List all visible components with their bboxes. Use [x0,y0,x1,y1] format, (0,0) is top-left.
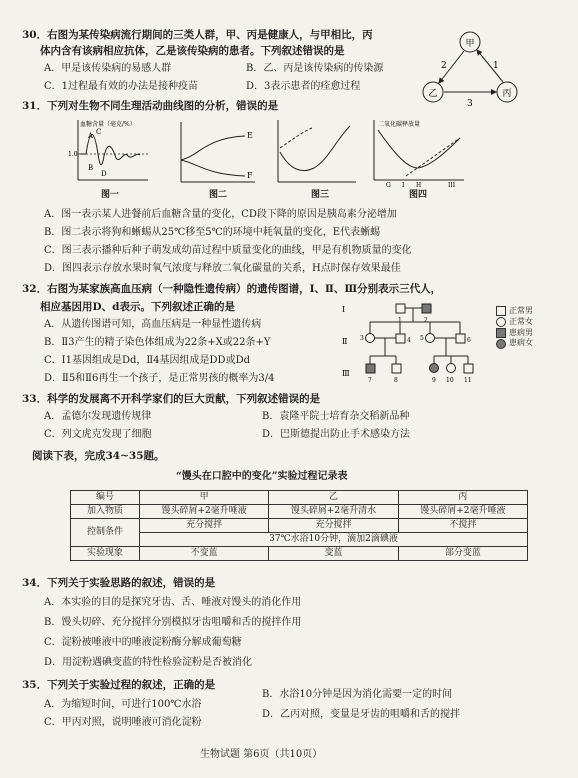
q31-option-a: A．图一表示某人进餐前后血糖含量的变化，CD段下降的原因是胰岛素分泌增加 [44,209,397,220]
legend-normal-female-swatch [496,317,506,327]
legend-normal-male [496,306,533,317]
fig4-label-i: I [402,182,405,188]
q33-option-d: D．巴斯德提出防止手术感染方法 [262,429,411,440]
q35-option-d: D．乙丙对照，变量是牙齿的咀嚼和舌的搅拌 [262,709,461,720]
ped-num-6: 6 [467,337,471,344]
q32-legend [496,306,533,349]
legend-normal-male-swatch [496,306,506,316]
q34-option-d: D．用淀粉遇碘变蓝的特性检验淀粉是否被消化 [44,657,253,668]
q31-figure-3 [272,118,360,188]
q30-option-d: D．3表示患者的痊愈过程 [246,81,361,92]
header-bing: 丙 [398,491,527,505]
q32-option-b: B．Ⅱ3产生的精子染色体组成为22条+X或22条+Y [44,337,271,348]
fig2-label-f: F [247,171,253,180]
q31-option-c: C．图三表示播种后种子萌发成幼苗过程中质量变化的曲线，甲是有机物质量的变化 [44,245,412,256]
q31-figure-2-caption: 图二 [208,190,227,200]
legend-affected-male-label: 患病男 [509,327,533,337]
fig1-point-b: B [88,164,94,172]
q31-figure-3-caption: 图三 [310,190,329,200]
legend-normal-female [496,317,533,328]
header-id: 编号 [71,491,140,505]
q31-option-b: B．图二表示将狗和蜥蜴从25℃移至5℃的环境中耗氧量的变化，E代表蜥蜴 [44,227,381,238]
q34-stem: 34．下列关于实验思路的叙述，错误的是 [22,577,216,589]
legend-affected-female [496,338,533,349]
q30-option-a: A．甲是该传染病的易感人群 [44,63,172,74]
row-ctrl-yi: 充分搅拌 [269,519,398,533]
legend-affected-male [496,328,533,339]
node-yi: 乙 [428,89,438,99]
row-add-jia: 馒头碎屑+2毫升唾液 [140,505,269,519]
q31-figure-4 [368,116,468,188]
q31-figure-1-caption: 图一 [100,190,119,200]
q35-option-a: A．为缩短时间，可进行100℃水浴 [44,699,202,710]
q31-stem: 31．下列对生物不同生理活动曲线图的分析，错误的是 [22,100,279,112]
table-row-control-2 [71,533,528,547]
legend-affected-female-swatch [496,339,506,349]
row-add-yi: 馒头碎屑+2毫升清水 [269,505,398,519]
q32-line1: 32．右图为某家族高血压病（一种隐性遗传病）的遗传图谱，Ⅰ、Ⅱ、Ⅲ分别表示三代人， [22,283,442,295]
q32-option-a: A．从遗传图谱可知，高血压病是一种显性遗传病 [44,319,262,330]
ped-num-2: 2 [424,317,428,324]
arrow-label-3: 3 [467,99,473,108]
legend-normal-female-label: 正常女 [509,316,533,326]
ped-num-1: 1 [398,317,402,324]
row-ctrl-label: 控制条件 [71,519,140,547]
ped-num-7: 7 [368,377,372,384]
ped-num-10: 10 [446,377,454,384]
gen-2: Ⅱ [342,337,348,346]
q30-line1: 30．右图为某传染病流行期间的三类人群，甲、丙是健康人，与甲相比，丙 [22,29,373,41]
q35-option-b: B．水浴10分钟是因为消化需要一定的时间 [262,689,453,700]
q30-triangle-diagram [415,30,525,108]
node-bing: 丙 [502,89,512,99]
fig4-label-h: H [416,182,422,188]
table-header-row [71,491,528,505]
fig1-point-d: D [101,170,107,178]
ped-num-8: 8 [394,377,398,384]
experiment-table [70,490,528,561]
node-jia: 甲 [465,39,475,49]
q31-figure-1 [68,116,152,188]
row-add-label: 加入物质 [71,505,140,519]
q32-pedigree-chart [340,300,490,388]
q35-stem: 35．下列关于实验过程的叙述，正确的是 [22,679,216,691]
table-row-control [71,519,528,533]
row-ctrl-jia: 充分搅拌 [140,519,269,533]
fig1-y-label: 1.0 [68,151,78,158]
fig1-point-c: C [96,128,102,136]
arrow-label-2: 2 [441,61,447,71]
header-yi: 乙 [269,491,398,505]
gen-1: Ⅰ [342,305,346,314]
q33-stem: 33．科学的发展离不开科学家们的巨大贡献，下列叙述错误的是 [22,393,321,405]
header-jia: 甲 [140,491,269,505]
q32-line2: 相应基因用D、d表示。下列叙述正确的是 [40,301,235,313]
legend-affected-female-label: 患病女 [509,338,533,348]
q32-option-c: C．Ⅰ1基因组成是Dd，Ⅱ4基因组成是DD或Dd [44,355,250,366]
fig4-label-iii: III [448,182,456,188]
fig1-title: 血糖含量（毫克/%） [80,121,136,128]
legend-normal-male-label: 正常男 [509,306,533,315]
q30-line2: 体内含有该病相应抗体，乙是该传染病的患者。下列叙述错误的是 [40,45,345,57]
row-obs-jia: 不变蓝 [140,547,269,561]
row-add-bing: 馒头碎屑+2毫升唾液 [398,505,527,519]
fig2-label-e: E [247,131,253,140]
q34-option-b: B．馒头切碎、充分搅拌分别模拟牙齿咀嚼和舌的搅拌作用 [44,617,302,628]
q31-figure-2 [175,120,259,188]
q30-option-c: C．1过程最有效的办法是接种疫苗 [44,81,199,92]
q33-option-b: B．袁隆平院士培育杂交稻新品种 [262,411,410,422]
ped-num-3: 3 [360,335,364,342]
table-row-observation [71,547,528,561]
ped-num-11: 11 [464,377,472,384]
q31-option-d: D．图四表示存放水果时氧气浓度与释放二氧化碳量的关系，H点时保存效果最佳 [44,263,401,274]
row-obs-yi: 变蓝 [269,547,398,561]
ped-num-5: 5 [420,335,424,342]
ped-num-9: 9 [432,377,436,384]
q32-option-d: D．Ⅱ5和Ⅱ6再生一个孩子，是正常男孩的概率为3/4 [44,373,275,384]
page-footer: 生物试题 第6页（共10页） [200,749,323,760]
q31-figure-4-caption: 图四 [408,190,427,200]
q33-option-a: A．孟德尔发现遗传规律 [44,411,152,422]
table-title: “馒头在口腔中的变化”实验过程记录表 [176,471,348,482]
row-ctrl-bing: 不搅拌 [398,519,527,533]
fig4-label-g: G [386,182,391,188]
row-obs-label: 实验现象 [71,547,140,561]
q34-option-c: C．淀粉被唾液中的唾液淀粉酶分解成葡萄糖 [44,637,242,648]
q33-option-c: C．列文虎克发现了细胞 [44,429,152,440]
row-obs-bing: 部分变蓝 [398,547,527,561]
table-row-add [71,505,528,519]
q35-option-c: C．甲丙对照，说明唾液可消化淀粉 [44,717,202,728]
q30-option-b: B．乙、丙是该传染病的传染源 [246,63,384,74]
gen-3: Ⅲ [342,369,350,378]
q34-option-a: A．本实验的目的是探究牙齿、舌、唾液对馒头的消化作用 [44,597,302,608]
fig4-title: 二氧化碳释放量 [378,121,421,128]
arrow-label-1: 1 [493,61,499,71]
fig1-point-a: A [88,132,94,140]
reading-instruction: 阅读下表，完成34~35题。 [32,450,165,462]
row-ctrl-common: 37℃水浴10分钟，滴加2滴碘液 [140,533,528,547]
ped-num-4: 4 [407,337,411,344]
legend-affected-male-swatch [496,328,506,338]
